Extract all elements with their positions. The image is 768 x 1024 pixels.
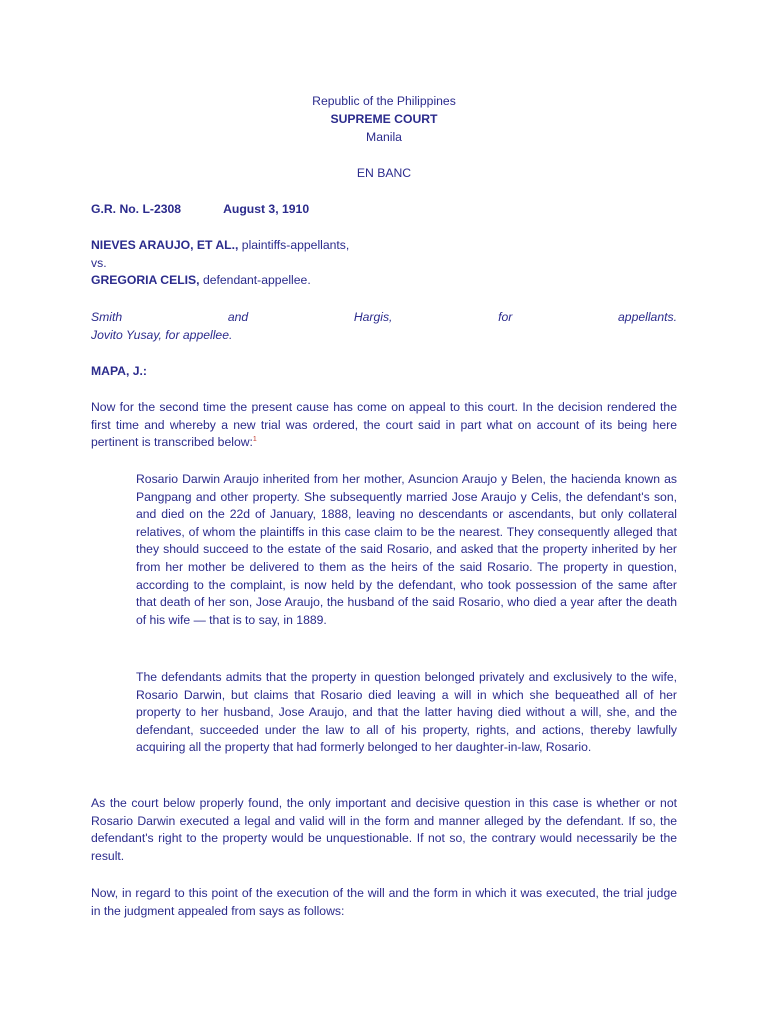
case-number-line — [91, 201, 309, 219]
quoted-paragraph-2: The defendants admits that the property in question belonged privately and exclusively to the wife, Rosario Darwin, but claims that Rosario died leaving a will in which she bequeathed all of her property to her husband, Jose Araujo, and that the latter having died without a will, she, and the defendant, succeeded under the law to all of his property, rights, and actions, thereby lawfully acquiring all the property that had formerly belonged to her daughter-in-law, Rosario. — [136, 670, 677, 755]
paragraph-intro — [91, 399, 677, 452]
footnote-link[interactable]: 1 — [252, 436, 257, 444]
case-parties — [91, 237, 349, 290]
versus: vs. — [91, 255, 107, 270]
city-heading: Manila — [366, 130, 402, 144]
counsel-word: appellants. — [618, 310, 677, 324]
gr-number: G.R. No. L-2308 — [91, 202, 182, 216]
division-heading: EN BANC — [356, 166, 412, 180]
court-heading: SUPREME COURT — [330, 112, 438, 126]
quoted-paragraph-1: Rosario Darwin Araujo inherited from her mother, Asuncion Araujo y Belen, the hacienda known as Pangpang and other property. She subsequently married Jose Araujo y Celis, the defendant's son, and died on the 22d of January, 1888, leaving no descendants or ascendants, but only collateral relatives, of whom the plaintiffs in this case claim to be the nearest. They consequently alleged that they should succeed to the estate of the said Rosario, and asked that the property inherited by her from her mother be delivered to them as the heirs of the said Rosario. The property in question, according to the complaint, is now held by the defendant, who took possession of the same after that death of her son, Jose Araujo, the husband of the said Rosario, who died a year after the death of his wife — that is to say, in 1889. — [136, 472, 677, 627]
defendant-line — [91, 272, 349, 290]
plaintiffs-name: NIEVES ARAUJO, ET AL., — [91, 238, 239, 252]
paragraph-will: Now, in regard to this point of the execution of the will and the form in which it was executed, the trial judge in the judgment appealed from says as follows: — [91, 886, 677, 918]
counsel-word: Hargis, — [353, 310, 393, 324]
ponente: MAPA, J.: — [91, 364, 147, 378]
republic-heading: Republic of the Philippines — [312, 94, 456, 108]
appellee-counsel: Jovito Yusay, for appellee. — [91, 327, 233, 342]
defendant-role: defendant-appellee. — [199, 273, 311, 288]
counsel-word: for — [498, 310, 513, 324]
paragraph-text: Now for the second time the present cause has come on appeal to this court. In the decision rendered the first time and whereby a new trial was ordered, the court said in part what on account of its being here pertinent is transcribed below: — [91, 400, 677, 450]
plaintiffs-role: plaintiffs-appellants, — [238, 238, 350, 252]
counsel-word: and — [227, 310, 249, 324]
paragraph-question: As the court below properly found, the only important and decisive question in this case is whether or not Rosario Darwin executed a legal and valid will in the form and manner alleged by the defendant. If so, the defendant's right to the property would be unquestionable. If not so, the contrary would necessarily be the result. — [91, 796, 677, 863]
counsel-block — [91, 309, 677, 344]
plaintiffs-line — [91, 237, 349, 255]
appellants-counsel — [91, 309, 677, 327]
decision-date: August 3, 1910 — [223, 202, 310, 216]
defendant-name: GREGORIA CELIS, — [91, 273, 200, 288]
counsel-word: Smith — [91, 310, 123, 324]
